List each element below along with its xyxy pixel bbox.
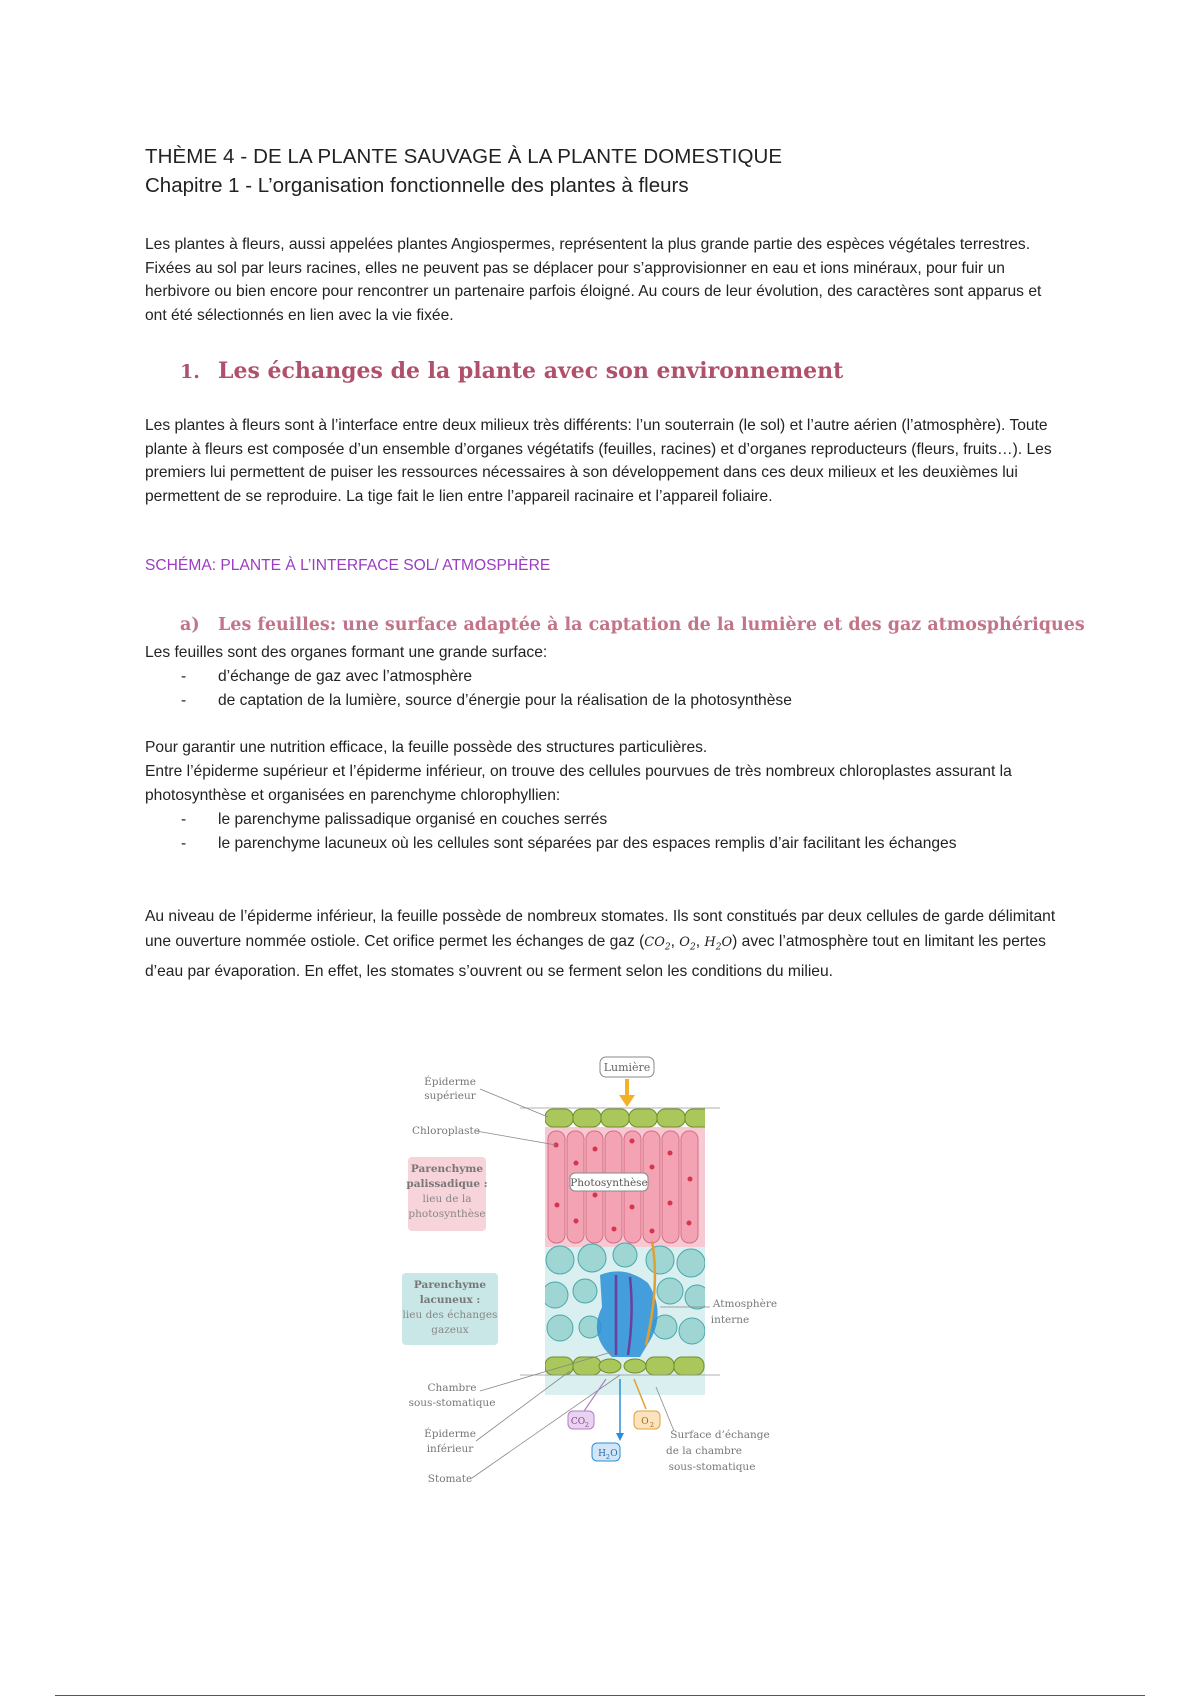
leaves-bullet-list [145, 665, 1065, 712]
h2o-label: O [610, 1449, 618, 1459]
chamber-label: Chambre [427, 1382, 477, 1394]
palisade-label: palissadique : [406, 1178, 488, 1190]
leader-line [476, 1131, 556, 1145]
stomata-text-end: ) avec l’atmosphère tout en limitant les pertes d’eau par évaporation. En effet, les stomates s’ouvrent ou se ferment selon les conditions du milieu. [145, 932, 1046, 980]
guard-cell [624, 1359, 646, 1373]
spongy-label: Parenchyme [413, 1279, 487, 1291]
list-item: - de captation de la lumière, source d’énergie pour la réalisation de la photosynthèse [145, 689, 1065, 713]
internal-atmosphere-label: Atmosphère [712, 1298, 778, 1310]
upper-epidermis-label: supérieur [424, 1090, 476, 1102]
upper-epidermis-label: Épiderme [424, 1076, 476, 1088]
chem-formula-o2: $O_2$ [679, 934, 696, 953]
nutrition-paragraph-1: Pour garantir une nutrition efficace, la feuille possède des structures particulières. [145, 739, 708, 756]
photosynthesis-label: Photosynthèse [570, 1177, 648, 1189]
guard-cell [599, 1359, 621, 1373]
subsection-a-title: Les feuilles: une surface adaptée à la captation de la lumière et des gaz atmosphériques [218, 615, 1085, 635]
section-1-paragraph: Les plantes à fleurs sont à l’interface entre deux milieux très différents: l’un souterrain (le sol) et l’autre aérien (l’atmosphère). Toute plante à fleurs est composée d’un ensemble d’organes végétatifs (feuilles, racines) et d’organes reproducteurs (fleurs, fruits…). Les premiers lui permettent de puiser les ressources nécessaires à son développement dans ces deux milieux et les deuxièmes lui permettent de se reproduire. La tige fait le lien entre l’appareil racinaire et l’appareil foliaire. [145, 417, 1052, 505]
nutrition-paragraph-2: Entre l’épiderme supérieur et l’épiderme inférieur, on trouve des cellules pourvues de très nombreux chloroplastes assurant la photosynthèse et organisées en parenchyme chlorophyllien: [145, 763, 1012, 804]
co2-label: CO [570, 1417, 586, 1427]
section-1-heading [180, 358, 843, 384]
leader-line [480, 1089, 548, 1117]
upper-epidermis [545, 1109, 713, 1127]
chem-formula-h2o: $H_2O$ [704, 934, 733, 953]
stomata-label: Stomate [427, 1473, 473, 1485]
chloroplast-label: Chloroplaste [412, 1125, 480, 1137]
h2o-label: H [598, 1449, 606, 1459]
leaf-cross-section-figure [402, 1045, 800, 1485]
page-bottom-rule [55, 1695, 1145, 1696]
stomata-paragraph: Au niveau de l’épiderme inférieur, la feuille possède de nombreux stomates. Ils sont constitués par deux cellules de garde délimitant une ouverture nommée ostiole. Cet orifice permet les échanges de gaz ($CO_2$, $O_2$, $H_2O$) avec l’atmosphère tout en limitant les pertes d’eau par évaporation. En effet, les stomates s’ouvrent ou se ferment selon les conditions du milieu. [145, 908, 1056, 980]
spongy-label: lacuneux : [419, 1294, 481, 1306]
schema-placeholder: SCHÉMA: PLANTE À L’INTERFACE SOL/ ATMOSPHÈRE [145, 557, 551, 574]
spongy-label: lieu des échanges [402, 1309, 498, 1321]
exchange-surface-label: de la chambre [665, 1445, 743, 1457]
chapter-heading: Chapitre 1 - L’organisation fonctionnelle des plantes à fleurs [145, 174, 689, 197]
o2-label: O [641, 1417, 649, 1427]
stomata-text-start: Au niveau de l’épiderme inférieur, la feuille possède de nombreux stomates. Ils sont constitués par deux cellules de garde délimitant une ouverture nommée ostiole. Cet orifice permet les échanges de gaz ( [145, 908, 1056, 950]
leaves-lead: Les feuilles sont des organes formant une grande surface: [145, 644, 548, 661]
palisade-label: lieu de la [422, 1193, 472, 1205]
light-arrow-head [619, 1095, 635, 1107]
palisade-label: Parenchyme [410, 1163, 484, 1175]
exchange-surface-label: Surface d’échange [670, 1429, 770, 1441]
o2-subscript: 2 [649, 1421, 655, 1429]
list-item: - le parenchyme palissadique organisé en couches serrés [145, 808, 1065, 832]
lower-epidermis-label: Épiderme [424, 1428, 476, 1440]
palisade-label: photosynthèse [408, 1208, 486, 1220]
exchange-surface-label: sous-stomatique [668, 1461, 756, 1473]
chem-formula-co2: $CO_2$ [644, 934, 671, 953]
gas-arrow-head [616, 1433, 624, 1441]
theme-heading: THÈME 4 - DE LA PLANTE SAUVAGE À LA PLANTE DOMESTIQUE [145, 145, 783, 168]
intro-paragraph: Les plantes à fleurs, aussi appelées plantes Angiospermes, représentent la plus grande partie des espèces végétales terrestres. Fixées au sol par leurs racines, elles ne peuvent pas se déplacer pour s’approvisionner en eau et ions minéraux, pour fuir un herbivore ou bien encore pour rencontrer un partenaire parfois éloigné. Au cours de leur évolution, des caractères sont apparus et ont été sélectionnés en lien avec la vie fixée. [145, 236, 1042, 324]
parenchyma-bullet-list [145, 808, 1065, 855]
lower-epidermis-label: inférieur [426, 1443, 474, 1455]
list-item: - le parenchyme lacuneux où les cellules sont séparées par des espaces remplis d’air facilitant les échanges [145, 832, 1065, 856]
section-1-title: Les échanges de la plante avec son environnement [218, 358, 844, 384]
subsection-a-number: a) [180, 615, 200, 635]
chamber-label: sous-stomatique [408, 1397, 496, 1409]
section-1-number: 1. [180, 361, 200, 383]
internal-atmosphere-label: interne [710, 1314, 750, 1326]
h2o-subscript: 2 [605, 1453, 611, 1461]
light-label: Lumière [603, 1061, 651, 1074]
co2-subscript: 2 [584, 1421, 590, 1429]
spongy-label: gazeux [431, 1324, 469, 1336]
list-item: - d’échange de gaz avec l’atmosphère [145, 665, 1065, 689]
subsection-a-heading [180, 615, 1085, 635]
